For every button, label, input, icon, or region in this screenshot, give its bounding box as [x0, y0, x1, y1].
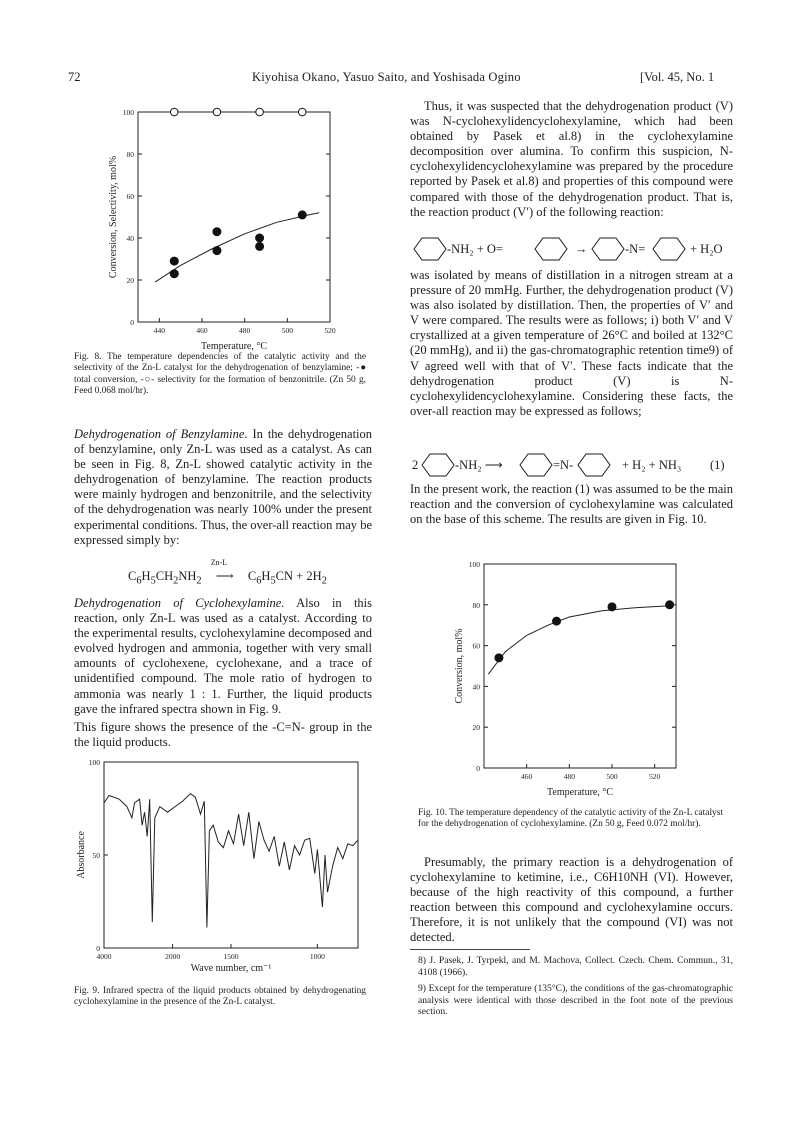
svg-text:-N=: -N=	[625, 242, 646, 256]
fit-curve	[155, 213, 319, 282]
y-tick-label: 100	[88, 758, 100, 767]
fig9-caption-label: Fig. 9.	[74, 986, 100, 996]
fig8-chart	[90, 100, 360, 360]
y-axis-label: Conversion, Selectivity, mol%	[108, 155, 119, 279]
volume-info: [Vol. 45, No. 1	[640, 70, 715, 84]
x-tick-label: 2000	[165, 952, 181, 961]
y-tick-label: 80	[472, 600, 480, 610]
x-tick-label: 460	[196, 326, 208, 335]
x-tick-label: 520	[649, 772, 661, 781]
running-authors: Kiyohisa Okano, Yasuo Saito, and Yoshisada Ogino	[252, 70, 521, 84]
fig8-caption-label: Fig. 8.	[74, 352, 102, 362]
x-tick-label: 1000	[309, 952, 325, 961]
x-tick-label: 440	[153, 326, 165, 335]
cyclohexyl-ring-icon	[578, 454, 610, 476]
data-point-open	[256, 108, 264, 116]
svg-text:→: →	[575, 242, 588, 256]
y-tick-label: 20	[472, 723, 480, 733]
svg-text:+ H₂O: + H₂O	[690, 242, 723, 256]
data-point-filled	[213, 228, 221, 236]
y-tick-label: 40	[472, 682, 480, 692]
cyclohexylamine-body: Also in this reaction, only Zn-L was used as a catalyst. According to the experimental results, cyclohexylamine decomposed and evolved hydrogen and ammonia, together with very small amounts of cyclohexene, cyclohexane, and a trace of unidentified compound. The mole ratio of hydrogen to ammonia was nearly 1 : 1. Further, the liquid products gave the infrared spectra shown in Fig. 9.	[74, 596, 373, 716]
cyclohexyl-ring-icon	[422, 454, 454, 476]
x-tick-label: 480	[239, 326, 251, 335]
benzylamine-body: In the dehydrogenation of benzylamine, only Zn-L was used as a catalyst. As can be seen in Fig. 8, Zn-L showed catalytic activity in the dehydrogenation of benzylamine. The reaction products were mainly hydrogen and benzonitrile, and the selectivity of the dehydrogenation was nearly 100% under the present experimental conditions. Thus, the over-all reaction may be expressed simply by:	[74, 427, 373, 547]
svg-text:-NH₂ + O=: -NH₂ + O=	[447, 242, 503, 256]
ir-spectrum-line	[104, 794, 358, 928]
data-point-filled	[256, 242, 264, 250]
reaction-scheme-ketimine	[410, 234, 735, 264]
right-paragraph-1	[410, 99, 733, 220]
data-point-filled	[298, 211, 306, 219]
right-p4-text: Presumably, the primary reaction is a dehydrogenation of cyclohexylamine to ketimine, i.e., C6H10NH (VI). However, because of the high reactivity of this compound, a further reaction between this compound and cyclohexylamine occurs. Therefore, it is not unlikely that the compound (VI) was not detected.	[410, 855, 733, 945]
y-axis-label: Conversion, mol%	[454, 628, 465, 704]
equation-benzylamine	[128, 558, 368, 590]
x-axis-label: Temperature, °C	[200, 341, 268, 352]
fig8-caption-text: The temperature dependencies of the catalytic activity and the selectivity of the Zn-L catalyst for the dehydrogenation of benzylamine; -● total conversion, -○- selectivity for the formation of benzonitrile. (Zn 50 g, Feed 0.068 mol/hr).	[74, 352, 366, 397]
plot-frame	[104, 762, 358, 948]
y-tick-label: 100	[468, 560, 480, 569]
y-tick-label: 60	[126, 192, 134, 201]
footnote-9: 9) Except for the temperature (135°C), the conditions of the gas-chromatographic analysis were identical with those described in the foot note of the previous section.	[418, 983, 733, 1018]
y-tick-label: 40	[126, 234, 134, 243]
fit-curve	[488, 606, 669, 674]
data-point-filled	[170, 257, 178, 265]
svg-text:2: 2	[412, 458, 419, 472]
x-tick-label: 500	[281, 326, 293, 335]
data-point-filled	[213, 247, 221, 255]
reaction-scheme-overall	[410, 450, 735, 480]
cyclohexylidene-ring-icon	[520, 454, 552, 476]
x-tick-label: 1500	[223, 952, 239, 961]
y-tick-label: 0	[130, 318, 134, 327]
x-tick-label: 460	[521, 772, 533, 781]
footnote-rule	[410, 949, 530, 950]
left-paragraph-1	[74, 427, 372, 548]
data-point-filled	[170, 270, 178, 278]
y-tick-label: 0	[96, 944, 100, 953]
svg-text:+ H₂ + NH₃: + H₂ + NH₃	[622, 458, 682, 472]
x-tick-label: 520	[324, 326, 336, 335]
fig8-caption	[74, 352, 366, 398]
data-point-filled	[608, 603, 616, 611]
eq1-products: $C_6H_5CN + 2H_2$	[247, 569, 327, 587]
x-tick-label: 480	[563, 772, 575, 781]
right-p1-text: Thus, it was suspected that the dehydrogenation product (V) was N-cyclohexylidencyclohexylamine, which had been obtained by Pasek et al.8) in the cyclohexylamine decomposition over alumina. To confirm this suspicion, N-cyclohexylidencyclohexylamine was prepared by the procedure reported by Pasek et al.8) and properties of this compound were compared with those of the dehydrogenation product. That is, the reaction product (V′) of the following reaction:	[410, 99, 733, 219]
right-p3-text: In the present work, the reaction (1) was assumed to be the main reaction and the conversion of cyclohexylamine was calculated on the base of this scheme. The results are given in Fig. 10.	[410, 482, 733, 527]
cyclohexyl-ring-icon	[592, 238, 624, 260]
fig9-caption-text: Infrared spectra of the liquid products obtained by dehydrogenating cyclohexylamine in the presence of the Zn-L catalyst.	[74, 986, 366, 1008]
eq1-catalyst: Zn-L	[210, 558, 228, 567]
y-tick-label: 80	[126, 150, 134, 159]
y-tick-label: 50	[92, 851, 100, 860]
fig10-caption-label: Fig. 10.	[418, 808, 447, 818]
right-paragraph-2	[410, 268, 733, 419]
x-tick-label: 4000	[96, 952, 112, 961]
cyclohexanone-ring-icon	[535, 238, 567, 260]
y-tick-label: 20	[126, 276, 134, 285]
fig10-caption-text: The temperature dependency of the catalytic activity of the Zn-L catalyst for the dehydrogenation of cyclohexylamine. (Zn 50 g, Feed 0.072 mol/hr).	[418, 808, 723, 830]
left-paragraph-2	[74, 596, 372, 717]
y-tick-label: 60	[472, 641, 480, 651]
data-point-filled	[495, 654, 503, 662]
left-paragraph-3	[74, 720, 372, 750]
section-head-cyclohexylamine: Dehydrogenation of Cyclohexylamine.	[74, 596, 285, 610]
plot-frame	[484, 564, 676, 768]
section-head-benzylamine: Dehydrogenation of Benzylamine.	[74, 427, 248, 441]
x-axis-label: Temperature, °C	[546, 787, 614, 798]
cyclohexane-ring-icon	[414, 238, 446, 260]
footnote-8: 8) J. Pasek, J. Tyrpekl, and M. Machova, Collect. Czech. Chem. Commun., 31, 4108 (1966).	[418, 955, 733, 978]
right-p2-text: was isolated by means of distillation in a nitrogen stream at a pressure of 20 mmHg. Further, the dehydrogenation product (V) was also isolated by distillation. Then, the properties of V′ and V were compared. The results were as follows; i) both V′ and V crystallized at a given temperature of 26°C and boiled at 132°C (20 mmHg), and ii) the gas-chromatographic retention time9) of V agreed well with that of V′. These facts indicate that the dehydrogenation product (V) is N-cyclohexylidencyclohexylamine. Considering these facts, the over-all reaction may be expressed as follows;	[410, 268, 733, 418]
data-point-filled	[553, 617, 561, 625]
fig9-intro: This figure shows the presence of the -C=N- group in the the liquid products.	[74, 720, 372, 750]
x-tick-label: 500	[606, 772, 618, 781]
svg-text:-NH₂ ⟶: -NH₂ ⟶	[455, 458, 503, 472]
data-point-open	[213, 108, 221, 116]
svg-text:=N-: =N-	[553, 458, 574, 472]
equation-number: (1)	[710, 458, 725, 472]
data-point-open	[170, 108, 178, 116]
data-point-open	[298, 108, 306, 116]
fig10-caption	[418, 808, 723, 831]
data-point-filled	[256, 234, 264, 242]
right-paragraph-4	[410, 855, 733, 946]
cyclohexylidene-ring-icon	[653, 238, 685, 260]
y-tick-label: 0	[476, 764, 480, 773]
page-number: 72	[68, 70, 81, 84]
eq1-reactant: $C_6H_5CH_2NH_2$	[128, 569, 202, 587]
x-axis-label: Wave number, cm⁻¹	[190, 963, 272, 974]
right-paragraph-3	[410, 482, 733, 527]
y-axis-label: Absorbance	[76, 831, 87, 879]
y-tick-label: 100	[122, 108, 134, 117]
fig9-chart	[70, 752, 370, 982]
data-point-filled	[666, 601, 674, 609]
fig10-chart	[440, 558, 685, 803]
eq1-arrow: ⟶	[215, 569, 234, 583]
fig9-caption	[74, 986, 366, 1009]
